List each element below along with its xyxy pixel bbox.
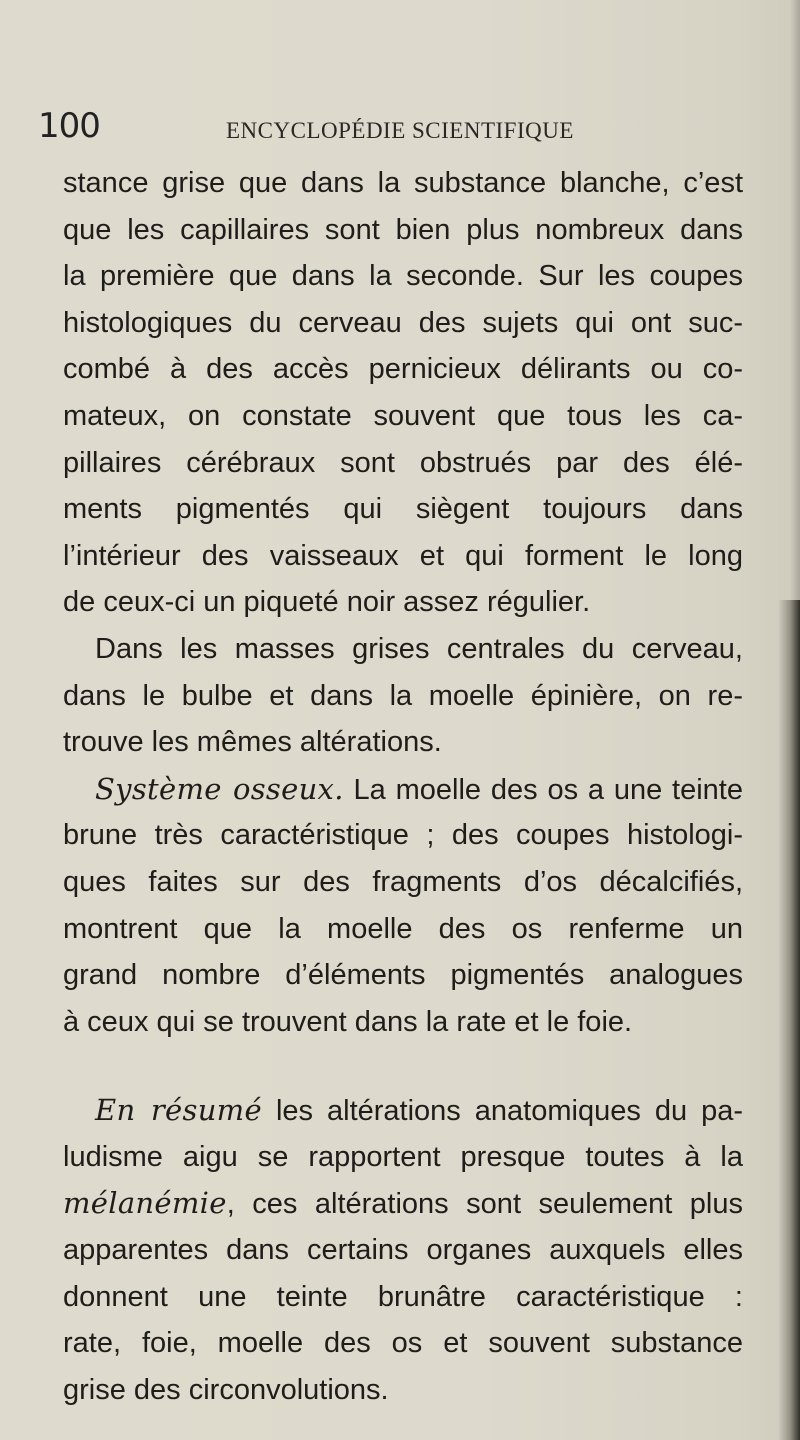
text-line: trouve les mêmes altérations. [63, 726, 442, 759]
text-line: apparentes dans certains organes auxquels elles [63, 1234, 743, 1267]
text-line: montrent que la moelle des os renferme un [63, 912, 743, 945]
text-run: les altérations anatomiques du pa- [261, 1095, 743, 1128]
page-edge-shadow [778, 600, 800, 1440]
text-line: l’intérieur des vaisseaux et qui forment le long [63, 539, 743, 572]
text-line: de ceux-ci un piqueté noir assez régulier. [63, 586, 591, 619]
text-line: stance grise que dans la substance blanche, c’est [63, 167, 743, 199]
text-line: combé à des accès pernicieux délirants ou co- [63, 353, 743, 386]
text-line: grise des circonvolutions. [63, 1373, 389, 1406]
page-edge-shadow-top [790, 0, 800, 600]
text-line: histologiques du cerveau des sujets qui ont suc- [63, 306, 743, 339]
text-line: mateux, on constate souvent que tous les ca- [63, 399, 743, 432]
page-header [38, 106, 758, 156]
section-lead-italic: Système osseux. [95, 771, 344, 806]
text-line: ques faites sur des fragments d’os décalcifiés, [63, 865, 743, 898]
text-line [63, 766, 743, 813]
text-line: ments pigmentés qui siègent toujours dans [63, 493, 743, 526]
text-line: ludisme aigu se rapportent presque toutes à la [63, 1140, 743, 1173]
text-run: La moelle des os a une teinte [343, 773, 743, 806]
paragraph-spacer [63, 1045, 743, 1087]
text-line: la première que dans la seconde. Sur les coupes [63, 260, 743, 293]
text-line: que les capillaires sont bien plus nombreux dans [63, 213, 743, 246]
text-line: à ceux qui se trouvent dans la rate et le foie. [63, 1005, 633, 1038]
running-head: ENCYCLOPÉDIE SCIENTIFIQUE [226, 118, 574, 143]
text-line: dans le bulbe et dans la moelle épinière, on re- [63, 679, 743, 712]
text-run: , ces altérations sont seulement plus [226, 1188, 743, 1221]
text-line: donnent une teinte brunâtre caractéristique : [63, 1280, 743, 1313]
text-line: pillaires cérébraux sont obstrués par des élé- [63, 446, 743, 479]
text-line: grand nombre d’éléments pigmentés analogues [63, 959, 743, 992]
text-line: brune très caractéristique ; des coupes histologi- [63, 819, 743, 852]
text-line [63, 1087, 743, 1134]
text-line: Dans les masses grises centrales du cerveau, [95, 632, 743, 665]
term-italic: mélanémie [63, 1186, 227, 1221]
summary-lead-italic: En résumé [95, 1093, 262, 1128]
text-line: rate, foie, moelle des os et souvent substance [63, 1327, 743, 1360]
body-text [63, 160, 743, 1413]
page-number: 100 [38, 106, 100, 146]
text-line [63, 1180, 743, 1227]
